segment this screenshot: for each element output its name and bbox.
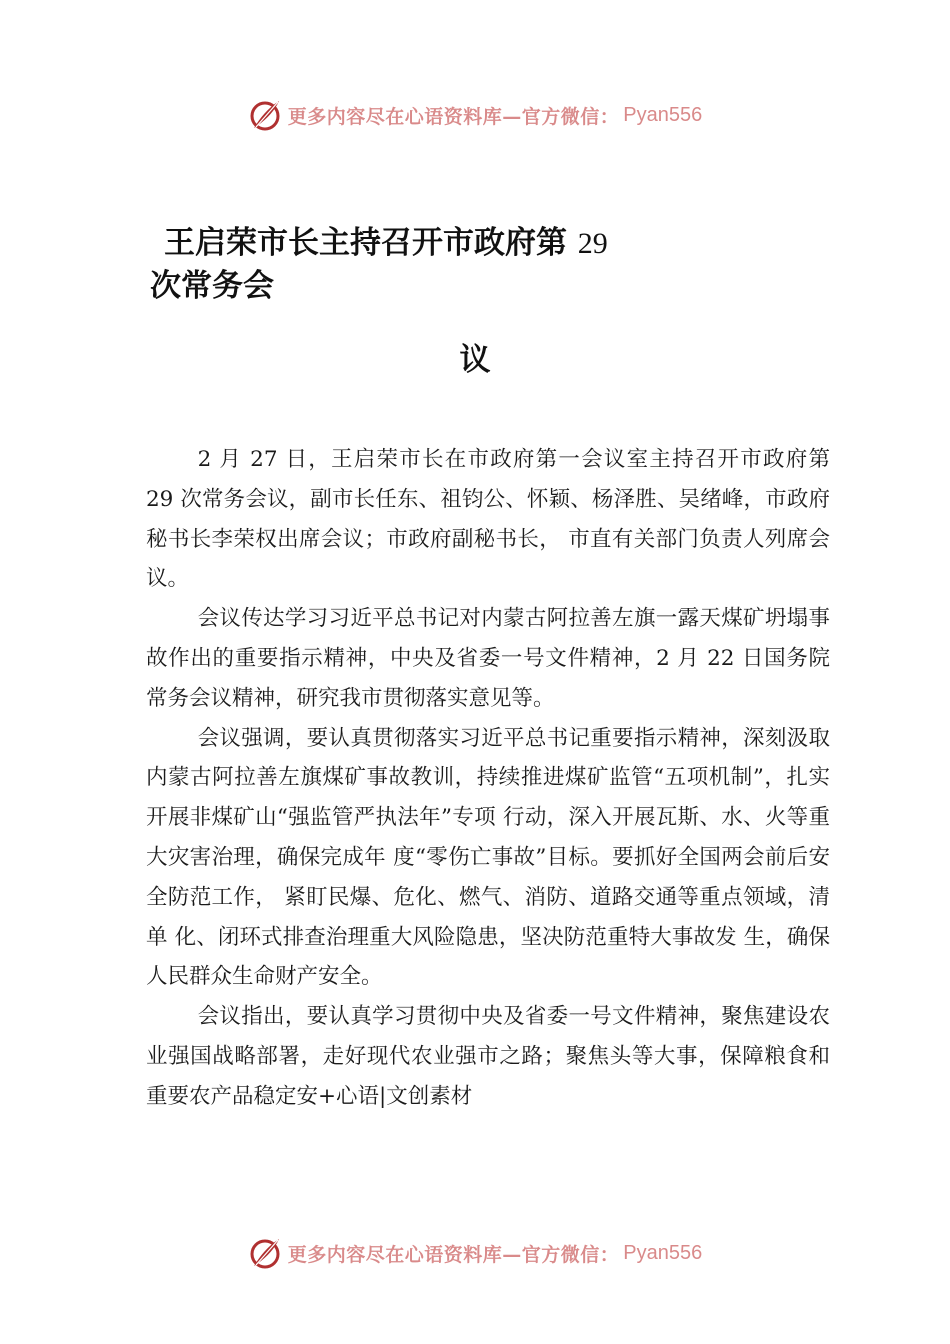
paragraph-pointed-out: 会议指出，要认真学习贯彻中央及省委一号文件精神，聚焦建设农业强国战略部署，走好现代农业强市之路；聚焦头等大事，保障粮食和重要农产品稳定安+心语|文创素材 — [146, 1004, 830, 1109]
watermark-wechat-id: Pyan556 — [623, 1241, 703, 1264]
watermark-banner-top — [0, 93, 950, 137]
feather-quill-logo-icon — [248, 1236, 282, 1270]
title-line-1-text: 王启荣市长主持召开市政府第 — [164, 225, 578, 261]
feather-quill-logo-icon — [248, 98, 282, 132]
title-meeting-number: 29 — [577, 227, 608, 260]
paragraph-emphasis: 会议强调，要认真贯彻落实习近平总书记重要指示精神，深刻汲取内蒙古阿拉善左旗煤矿事故教训，持续推进煤矿监管“五项机制”，扎实开展非煤矿山“强监管严执法年”专项 行动，深入开展瓦斯、水、火等重大灾害治理，确保完成年 度“零伤亡事故”目标。要抓好全国两会前后安全防范工作， 紧盯民爆、危化、燃气、消防、道路交通等重点领域，清单 化、闭环式排查治理重大风险隐患，坚决防范重特大事故发 生，确保人民群众生命财产安全。 — [146, 725, 830, 990]
title-line-2: 次常务会 — [150, 268, 274, 304]
watermark-text: 更多内容尽在心语资料库—官方微信： — [287, 105, 620, 128]
document-title — [150, 222, 750, 308]
watermark-banner-bottom — [0, 1231, 950, 1275]
watermark-text: 更多内容尽在心语资料库—官方微信： — [287, 1243, 620, 1266]
paragraph-study: 会议传达学习习近平总书记对内蒙古阿拉善左旗一露天煤矿坍塌事故作出的重要指示精神，中央及省委一号文件精神，2 月 22 日国务院常务会议精神，研究我市贯彻落实意见等。 — [146, 606, 830, 711]
title-line-3: 议 — [459, 342, 491, 378]
watermark-wechat-id: Pyan556 — [623, 103, 703, 126]
title-line-1 — [150, 222, 750, 265]
paragraph-meeting-info: 2 月 27 日，王启荣市长在市政府第一会议室主持召开市政府第 29 次常务会议，副市长任东、祖钧公、怀颖、杨泽胜、吴绪峰，市政府秘书长李荣权出席会议；市政府副秘书长， 市直有关部门负责人列席会议。 — [146, 447, 830, 592]
document-body — [146, 440, 830, 1117]
